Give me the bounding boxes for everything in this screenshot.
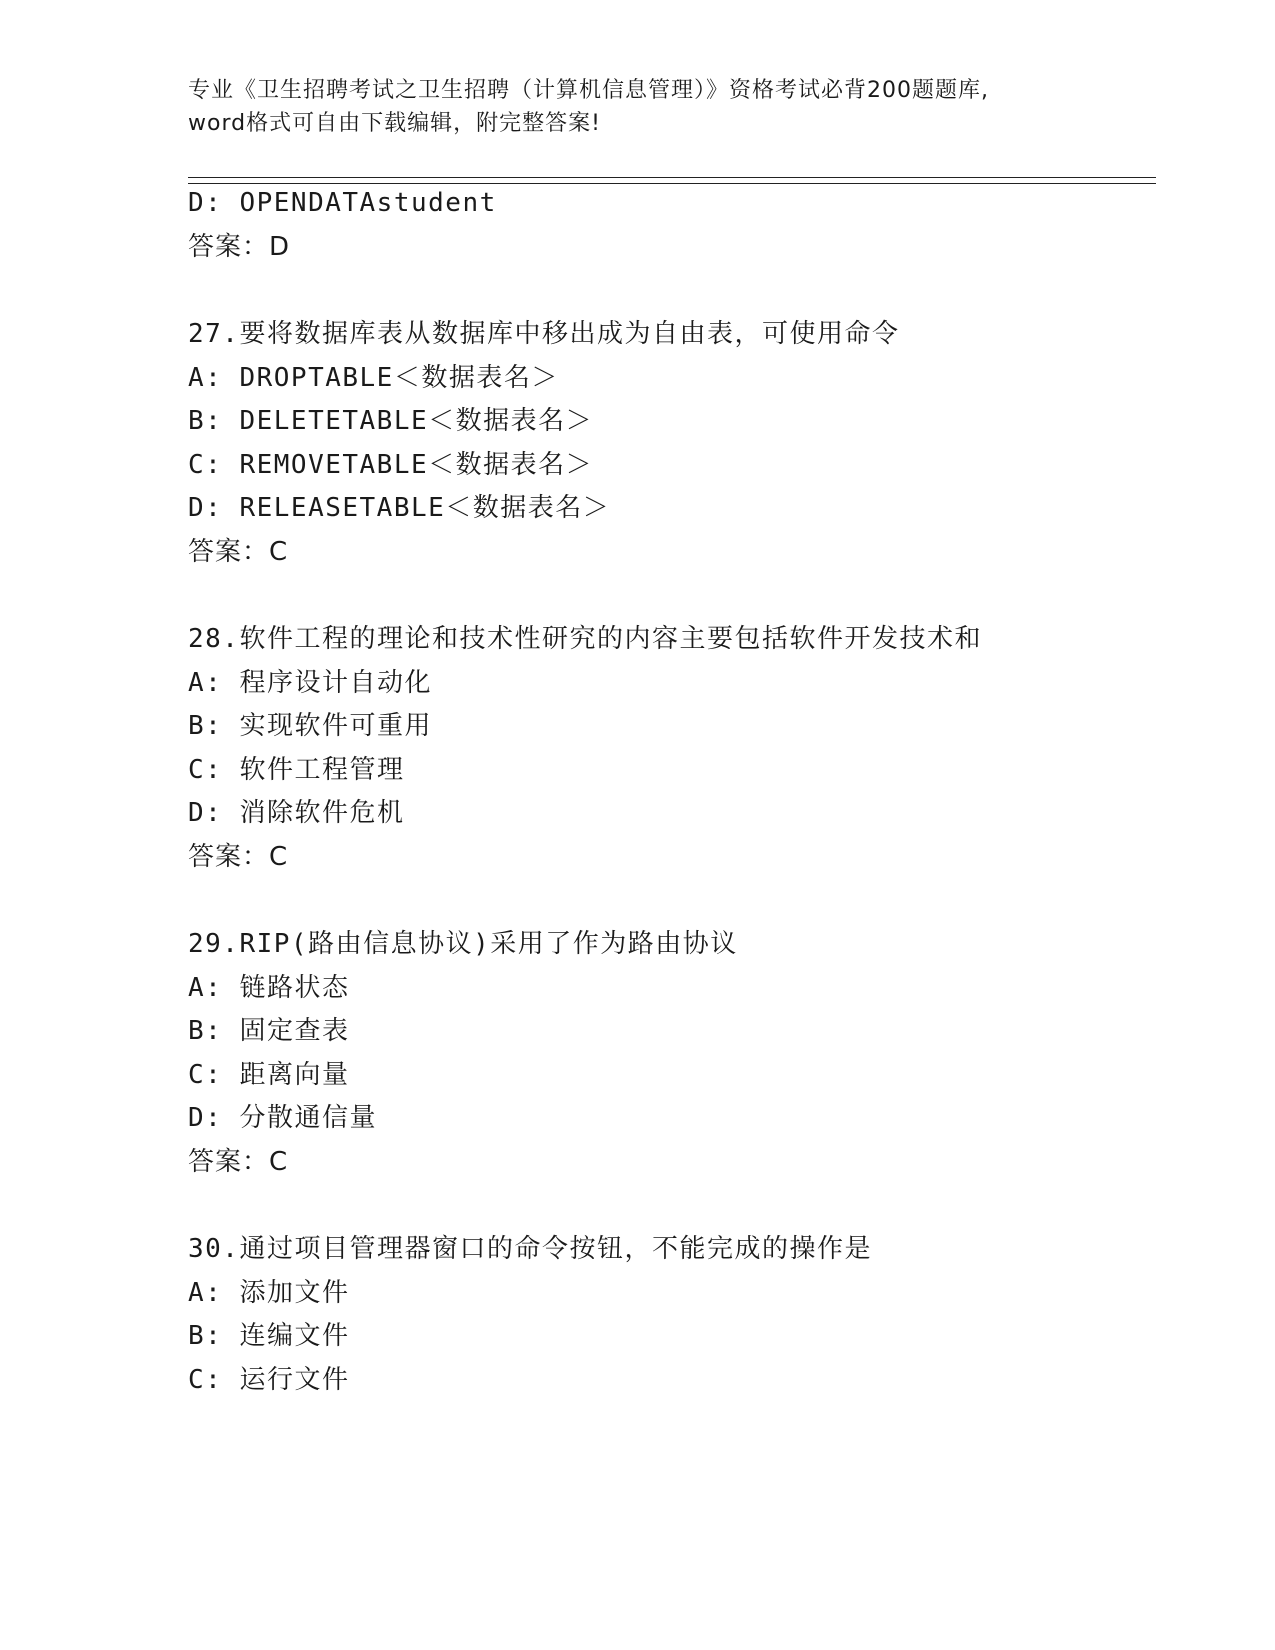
question-30: 30.通过项目管理器窗口的命令按钮，不能完成的操作是 bbox=[188, 1234, 872, 1264]
header-line-2: word格式可自由下载编辑，附完整答案! bbox=[188, 111, 601, 136]
option-a-28: A: 程序设计自动化 bbox=[188, 668, 432, 698]
question-27: 27.要将数据库表从数据库中移出成为自由表，可使用命令 bbox=[188, 319, 900, 349]
question-28: 28.软件工程的理论和技术性研究的内容主要包括软件开发技术和 bbox=[188, 624, 982, 654]
document-header bbox=[188, 74, 1088, 140]
answer-29: 答案：C bbox=[188, 1147, 289, 1177]
header-divider-bottom bbox=[188, 183, 1156, 184]
option-b-28: B: 实现软件可重用 bbox=[188, 711, 432, 741]
option-b-30: B: 连编文件 bbox=[188, 1321, 350, 1351]
header-divider-top bbox=[188, 177, 1156, 178]
option-a-30: A: 添加文件 bbox=[188, 1278, 350, 1308]
option-d-27: D: RELEASETABLE＜数据表名＞ bbox=[188, 493, 611, 523]
option-d-29: D: 分散通信量 bbox=[188, 1103, 377, 1133]
option-a-27: A: DROPTABLE＜数据表名＞ bbox=[188, 363, 559, 393]
option-c-28: C: 软件工程管理 bbox=[188, 755, 405, 785]
option-c-29: C: 距离向量 bbox=[188, 1060, 350, 1090]
option-d-28: D: 消除软件危机 bbox=[188, 798, 405, 828]
header-line-1: 专业《卫生招聘考试之卫生招聘（计算机信息管理）》资格考试必背200题题库, bbox=[188, 78, 989, 103]
answer-27: 答案：C bbox=[188, 537, 289, 567]
answer-28: 答案：C bbox=[188, 842, 289, 872]
option-b-29: B: 固定查表 bbox=[188, 1016, 350, 1046]
option-b-27: B: DELETETABLE＜数据表名＞ bbox=[188, 406, 594, 436]
question-29: 29.RIP(路由信息协议)采用了作为路由协议 bbox=[188, 929, 738, 959]
answer-26: 答案：D bbox=[188, 232, 291, 262]
option-c-30: C: 运行文件 bbox=[188, 1365, 350, 1395]
option-d-26: D: OPENDATAstudent bbox=[188, 188, 497, 218]
option-a-29: A: 链路状态 bbox=[188, 973, 350, 1003]
option-c-27: C: REMOVETABLE＜数据表名＞ bbox=[188, 450, 594, 480]
